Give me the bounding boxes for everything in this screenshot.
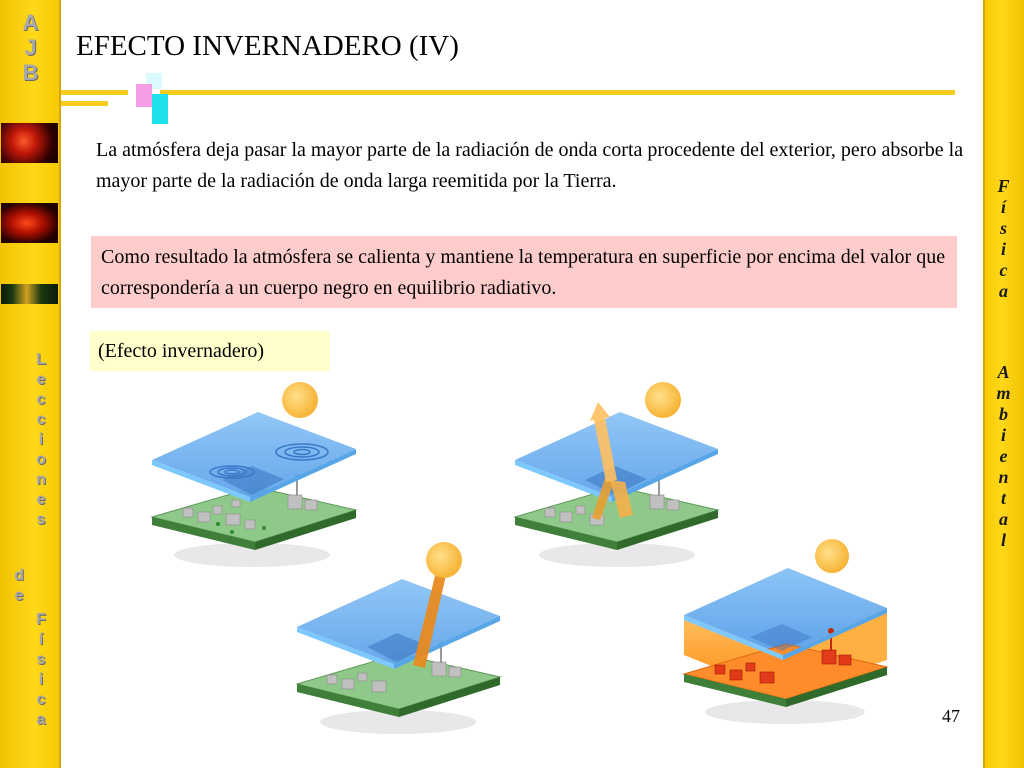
note-box: (Efecto invernadero) xyxy=(90,331,330,371)
vertical-text-lecciones: L e c c i o n e s xyxy=(36,351,46,528)
vertical-text-de: d e xyxy=(14,567,24,604)
intro-paragraph: La atmósfera deja pasar la mayor parte de la radiación de onda corta procedente del exterior, pero absorbe la mayor parte de la radiación de onda larga reemitida por la Tierra. xyxy=(96,139,964,192)
vertical-text-fisica: F í s i c a xyxy=(36,611,46,728)
page-number: 47 xyxy=(942,706,960,726)
logo-letter-j: J xyxy=(24,35,37,60)
logo-letter-a: A xyxy=(22,10,39,35)
sun-icon xyxy=(645,382,681,418)
vertical-text-fisica-right: F í s i c a xyxy=(997,176,1010,301)
vertical-text-ambiental: A m b i e n t a l xyxy=(996,362,1011,550)
highlight-box: Como resultado la atmósfera se calienta y mantiene la temperatura en superficie por encima del valor que correspondería a un cuerpo negro en equilibrio radiativo. xyxy=(91,236,957,308)
panel-ray-reflected xyxy=(515,382,718,567)
panel-atmosphere-ripples xyxy=(152,382,356,567)
sun-icon xyxy=(815,539,849,573)
logo-letter-b: B xyxy=(22,60,39,85)
sun-icon xyxy=(282,382,318,418)
panel-atmosphere-heated xyxy=(684,539,887,724)
sun-icon xyxy=(426,542,462,578)
panel-ray-incoming xyxy=(297,542,500,734)
slide-title: EFECTO INVERNADERO (IV) xyxy=(76,30,459,62)
